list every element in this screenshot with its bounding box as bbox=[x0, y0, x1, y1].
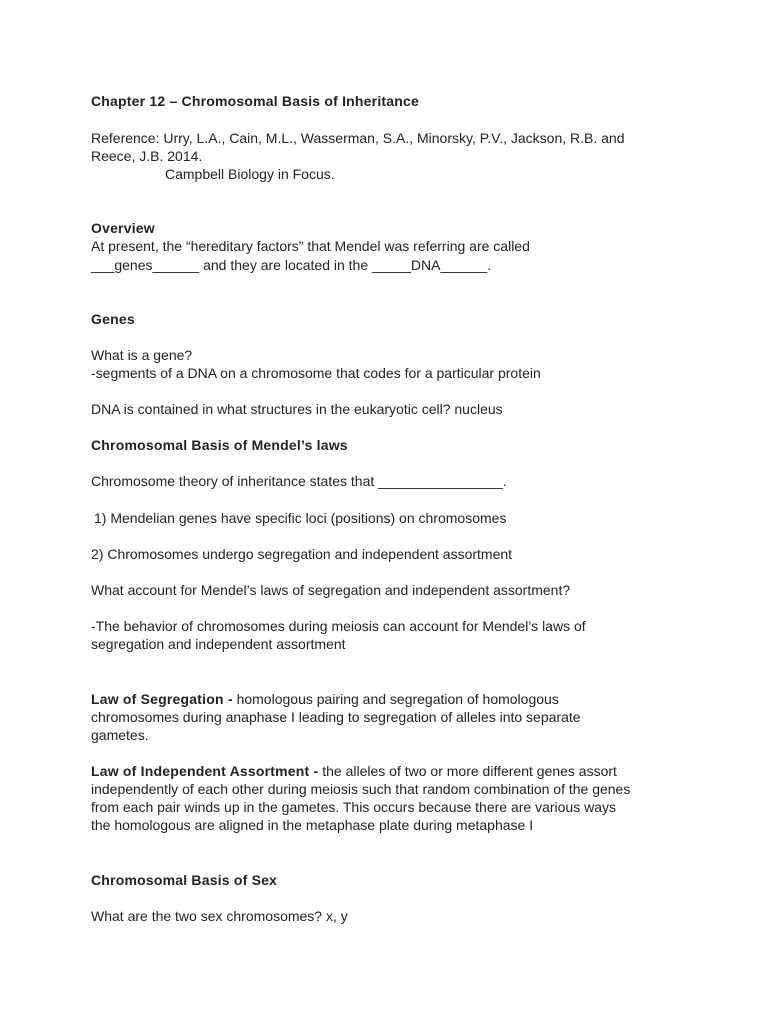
mendel-answer-line-1: -The behavior of chromosomes during meiosis can account for Mendel’s laws of bbox=[91, 618, 586, 634]
assortment-line-3: from each pair winds up in the gametes. This occurs because there are various ways bbox=[91, 799, 616, 815]
mendel-question: What account for Mendel’s laws of segregation and independent assortment? bbox=[91, 582, 571, 598]
overview-line-2: ___genes______ and they are located in the _____DNA______. bbox=[91, 257, 492, 273]
assortment-definition: the alleles of two or more different genes assort bbox=[318, 763, 617, 779]
genes-answer-1: -segments of a DNA on a chromosome that codes for a particular protein bbox=[91, 365, 541, 381]
assortment-line-4: the homologous are aligned in the metaphase plate during metaphase I bbox=[91, 817, 534, 833]
mendel-answer-line-2: segregation and independent assortment bbox=[91, 636, 346, 652]
reference-line-1: Reference: Urry, L.A., Cain, M.L., Wasserman, S.A., Minorsky, P.V., Jackson, R.B. and bbox=[91, 130, 625, 146]
mendel-heading: Chromosomal Basis of Mendel’s laws bbox=[91, 437, 348, 453]
assortment-line-2: independently of each other during meiosis such that random combination of the genes bbox=[91, 781, 631, 797]
genes-question-1: What is a gene? bbox=[91, 347, 193, 363]
reference-line-2: Reece, J.B. 2014. bbox=[91, 148, 203, 164]
theory-point-2: 2) Chromosomes undergo segregation and independent assortment bbox=[91, 546, 513, 562]
segregation-definition: homologous pairing and segregation of homologous bbox=[232, 691, 559, 707]
segregation-term: Law of Segregation - bbox=[91, 691, 233, 707]
assortment-line-1 bbox=[91, 762, 617, 780]
sex-heading: Chromosomal Basis of Sex bbox=[91, 872, 278, 888]
theory-point-1: 1) Mendelian genes have specific loci (positions) on chromosomes bbox=[94, 510, 507, 526]
segregation-line-3: gametes. bbox=[91, 727, 149, 743]
segregation-line-2: chromosomes during anaphase I leading to segregation of alleles into separate bbox=[91, 709, 581, 725]
sex-question: What are the two sex chromosomes? x, y bbox=[91, 908, 348, 924]
genes-heading: Genes bbox=[91, 311, 135, 327]
segregation-line-1 bbox=[91, 690, 559, 708]
page-title: Chapter 12 – Chromosomal Basis of Inheritance bbox=[91, 93, 419, 109]
reference-line-3: Campbell Biology in Focus. bbox=[165, 166, 335, 182]
overview-heading: Overview bbox=[91, 220, 155, 236]
overview-line-1: At present, the “hereditary factors” that Mendel was referring are called bbox=[91, 238, 530, 254]
chromosome-theory-statement: Chromosome theory of inheritance states that ________________. bbox=[91, 473, 507, 489]
genes-question-2: DNA is contained in what structures in the eukaryotic cell? nucleus bbox=[91, 401, 503, 417]
assortment-term: Law of Independent Assortment - bbox=[91, 763, 319, 779]
